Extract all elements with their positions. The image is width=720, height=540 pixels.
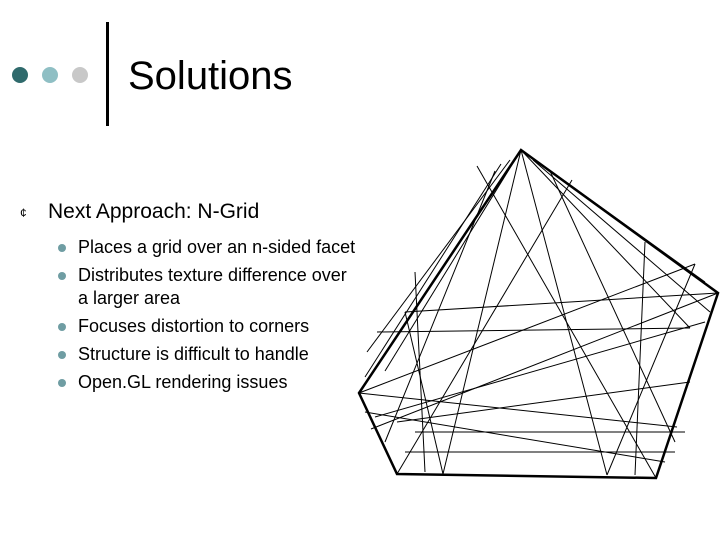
bullet-icon <box>58 323 66 331</box>
list-item <box>58 343 358 366</box>
list-item <box>58 315 358 338</box>
bullet-icon <box>58 272 66 280</box>
list-item <box>58 264 358 310</box>
slide-title: Solutions <box>128 54 293 98</box>
n-grid-pentagon-diagram <box>345 142 720 487</box>
list-item-text: Open.GL rendering issues <box>78 372 288 392</box>
list-item-text: Focuses distortion to corners <box>78 316 310 336</box>
sub-bullet-list <box>58 236 358 399</box>
list-item-text: Places a grid over an n-sided facet <box>78 237 356 257</box>
bullet-icon <box>58 351 66 359</box>
main-bullet-text: Next Approach: N-Grid <box>48 200 260 223</box>
bullet-icon <box>58 244 66 252</box>
dot-mid <box>42 67 58 83</box>
decorative-dots <box>0 0 110 130</box>
list-item-text: Structure is difficult to handle <box>78 344 309 364</box>
title-divider <box>106 22 109 126</box>
dot-light <box>72 67 88 83</box>
list-item <box>58 236 358 259</box>
list-item <box>58 371 358 394</box>
main-bullet-icon: ¢ <box>20 206 27 220</box>
bullet-icon <box>58 379 66 387</box>
dot-dark <box>12 67 28 83</box>
list-item-text: Distributes texture difference over a larger area <box>78 265 347 308</box>
